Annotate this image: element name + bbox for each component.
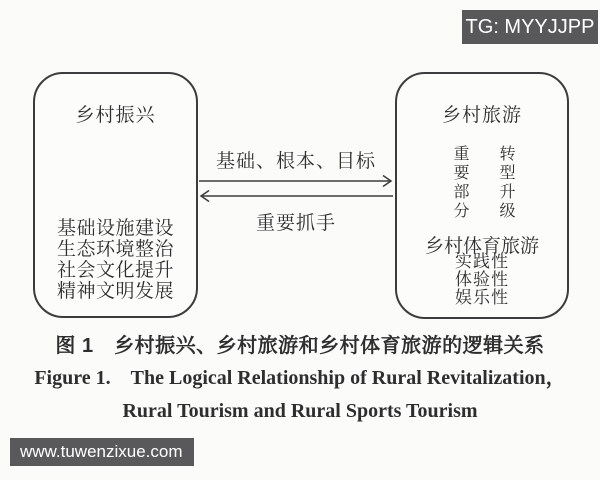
telegram-watermark-badge [462, 10, 598, 44]
relation-right-arrow-label: 基础、根本、目标 [215, 151, 376, 172]
rural-revitalization-box [33, 72, 198, 318]
relation-left-arrow [201, 191, 393, 202]
list-item: 基础设施建设 [56, 218, 174, 239]
relation-left-arrow-label: 重要抓手 [255, 213, 336, 234]
list-item: 社会文化提升 [56, 260, 174, 281]
badge-text: TG: MYYJJPP [465, 15, 595, 38]
list-item: 实践性 [455, 252, 509, 271]
right-box-title: 乡村旅游 [441, 105, 522, 126]
rural-tourism-box [395, 72, 569, 319]
down-arrow-label: 转型升级 [497, 145, 514, 221]
figure-caption [0, 335, 600, 433]
caption-english-line2: Rural Tourism and Rural Sports Tourism [122, 400, 478, 422]
list-item: 精神文明发展 [56, 281, 174, 302]
right-box-items [397, 253, 567, 307]
list-item: 体验性 [455, 270, 509, 289]
caption-chinese: 图 1 乡村振兴、乡村旅游和乡村体育旅游的逻辑关系 [55, 335, 545, 357]
left-box-title: 乡村振兴 [75, 105, 156, 126]
rural-sports-tourism-title: 乡村体育旅游 [424, 236, 539, 257]
watermark-text: www.tuwenzixue.com [20, 442, 183, 461]
left-box-items [35, 218, 196, 302]
list-item: 娱乐性 [455, 288, 509, 307]
relation-right-arrow [199, 176, 391, 187]
up-arrow-label: 重要部分 [451, 145, 468, 221]
caption-english-line1: Figure 1. The Logical Relationship of Rural Revitalization， [34, 367, 566, 389]
list-item: 生态环境整治 [56, 239, 174, 260]
site-watermark [10, 438, 194, 466]
